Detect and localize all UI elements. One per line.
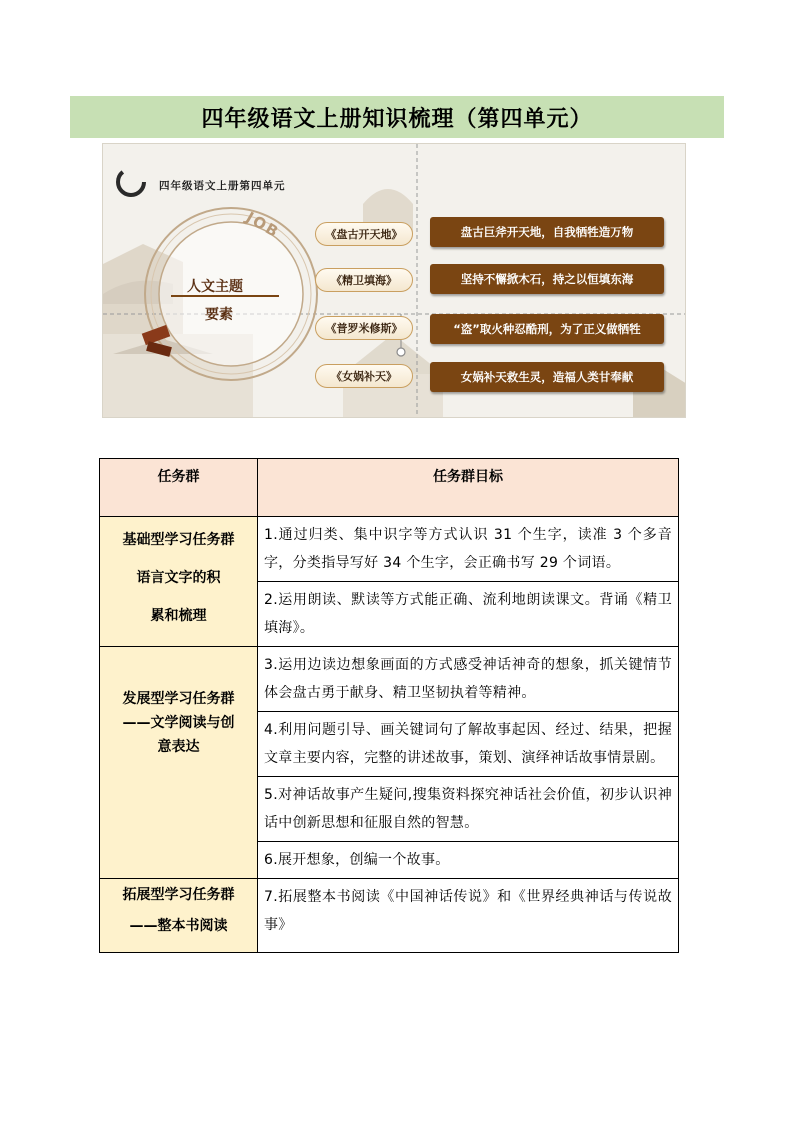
table-row: [100, 517, 679, 582]
goal-3: 3.运用边读边想象画面的方式感受神话神奇的想象，抓关键情节体会盘古勇于献身、精卫坚韧执着等精神。: [258, 647, 679, 712]
group-dev-line: ——文学阅读与创: [122, 715, 235, 731]
group-ext-line: ——整本书阅读: [129, 918, 228, 934]
story-theme-prometheus: “盗”取火种忍酷刑，为了正义做牺牲: [430, 314, 664, 344]
goal-5: 5.对神话故事产生疑问,搜集资料探究神话社会价值，初步认识神话中创新思想和征服自然的智慧。: [258, 777, 679, 842]
header-task-group: 任务群: [100, 459, 258, 517]
group-ext-line: 拓展型学习任务群: [122, 887, 235, 903]
story-theme-pangu: 盘古巨斧开天地，自我牺牲造万物: [430, 217, 664, 247]
group-developmental: [100, 647, 258, 879]
story-title-prometheus: 《普罗米修斯》: [315, 316, 413, 340]
group-basic-line: 语言文字的积: [136, 570, 221, 586]
job-ring-text: JOB: [242, 208, 283, 242]
element-label: 要素: [205, 307, 233, 323]
group-extended: [100, 879, 258, 953]
table-row: [100, 647, 679, 712]
group-basic-line: 基础型学习任务群: [122, 532, 235, 548]
theme-label: 人文主题: [187, 279, 243, 295]
task-group-table: [99, 458, 679, 953]
goal-4: 4.利用问题引导、画关键词句了解故事起因、经过、结果，把握文章主要内容，完整的讲述故事，策划、演绎神话故事情景剧。: [258, 712, 679, 777]
group-basic-line: 累和梳理: [150, 608, 207, 624]
story-theme-jingwei: 坚持不懈掀木石，持之以恒填东海: [430, 264, 664, 294]
table-header-row: [100, 459, 679, 517]
story-title-nuwa: 《女娲补天》: [315, 364, 413, 388]
table-row: [100, 879, 679, 953]
group-dev-line: 意表达: [157, 739, 200, 755]
story-title-jingwei: 《精卫填海》: [315, 268, 413, 292]
group-dev-line: 发展型学习任务群: [122, 691, 235, 707]
page-title: 四年级语文上册知识梳理（第四单元）: [70, 96, 724, 138]
story-theme-nuwa: 女娲补天救生灵，造福人类甘奉献: [430, 362, 664, 392]
goal-6: 6.展开想象，创编一个故事。: [258, 842, 679, 879]
goal-1: 1.通过归类、集中识字等方式认识 31 个生字，读准 3 个多音字，分类指导写好 34 个生字，会正确书写 29 个词语。: [258, 517, 679, 582]
banner-heading: 四年级语文上册第四单元: [159, 180, 286, 192]
group-basic: [100, 517, 258, 647]
goal-7: 7.拓展整本书阅读《中国神话传说》和《世界经典神话与传说故事》: [258, 879, 679, 953]
goal-2: 2.运用朗读、默读等方式能正确、流利地朗读课文。背诵《精卫填海》。: [258, 582, 679, 647]
header-task-goal: 任务群目标: [258, 459, 679, 517]
unit-theme-banner: [102, 143, 686, 418]
story-title-pangu: 《盘古开天地》: [315, 222, 413, 246]
